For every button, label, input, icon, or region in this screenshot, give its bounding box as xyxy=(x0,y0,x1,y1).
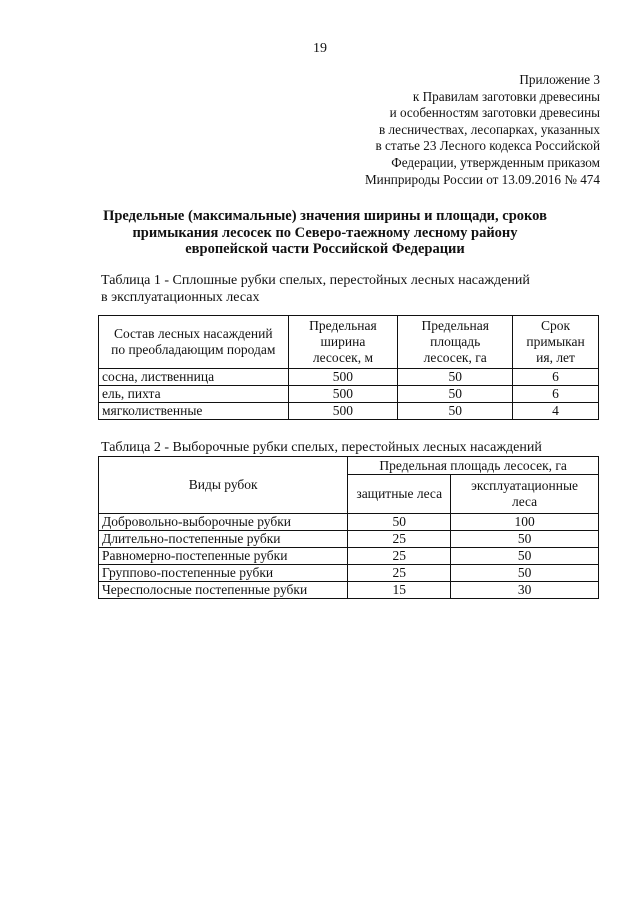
cell-protective: 25 xyxy=(348,565,451,582)
page-number: 19 xyxy=(313,41,327,56)
header-area: Предельная площадь лесосек, га xyxy=(398,316,513,369)
cell-area: 50 xyxy=(398,369,513,386)
header-exploitation-forests: эксплуатационные леса xyxy=(451,475,599,514)
cell-protective: 15 xyxy=(348,582,451,599)
cell-cutting-type: Группово-постепенные рубки xyxy=(99,565,348,582)
table-row xyxy=(99,582,599,599)
cell-species: ель, пихта xyxy=(99,386,289,403)
table-row xyxy=(99,386,599,403)
table-row xyxy=(99,548,599,565)
cell-area: 50 xyxy=(398,403,513,420)
cell-exploitation: 50 xyxy=(451,565,599,582)
cell-area: 50 xyxy=(398,386,513,403)
cell-width: 500 xyxy=(288,369,398,386)
cell-cutting-type: Длительно-постепенные рубки xyxy=(99,531,348,548)
appendix-line: Минприроды России от 13.09.2016 № 474 xyxy=(364,171,600,187)
table2-caption: Таблица 2 - Выборочные рубки спелых, перестойных лесных насаждений xyxy=(101,440,542,455)
cell-species: мягколиственные xyxy=(99,403,289,420)
appendix-line: в статье 23 Лесного кодекса Российской xyxy=(375,138,600,154)
table-header-row xyxy=(99,316,599,369)
appendix-line: к Правилам заготовки древесины xyxy=(412,88,600,104)
header-cutting-type: Виды рубок xyxy=(99,457,348,514)
appendix-line: в лесничествах, лесопарках, указанных xyxy=(378,121,600,137)
title-line: европейской части Российской Федерации xyxy=(185,241,465,257)
table1-clear-cuttings xyxy=(98,315,599,420)
table1-caption xyxy=(101,273,581,306)
table-header-row xyxy=(99,457,599,475)
cell-period: 6 xyxy=(513,386,599,403)
title-line: примыкания лесосек по Северо-таежному лесному району xyxy=(132,224,518,241)
appendix-line: Приложение 3 xyxy=(519,72,600,87)
cell-protective: 25 xyxy=(348,548,451,565)
header-max-area: Предельная площадь лесосек, га xyxy=(348,457,599,475)
cell-period: 4 xyxy=(513,403,599,420)
appendix-line: и особенностям заготовки древесины xyxy=(389,105,600,121)
cell-exploitation: 50 xyxy=(451,531,599,548)
cell-cutting-type: Чересполосные постепенные рубки xyxy=(99,582,348,599)
header-adjacency-period: Срок примыкан ия, лет xyxy=(513,316,599,369)
cell-width: 500 xyxy=(288,403,398,420)
cell-cutting-type: Равномерно-постепенные рубки xyxy=(99,548,348,565)
header-width: Предельная ширина лесосек, м xyxy=(288,316,398,369)
caption-line: Таблица 1 - Сплошные рубки спелых, перестойных лесных насаждений xyxy=(101,273,530,288)
table-row xyxy=(99,565,599,582)
table-row xyxy=(99,514,599,531)
table-row xyxy=(99,531,599,548)
appendix-line: Федерации, утвержденным приказом xyxy=(391,154,600,170)
cell-exploitation: 50 xyxy=(451,548,599,565)
cell-species: сосна, лиственница xyxy=(99,369,289,386)
cell-cutting-type: Добровольно-выборочные рубки xyxy=(99,514,348,531)
table-row xyxy=(99,369,599,386)
cell-period: 6 xyxy=(513,369,599,386)
header-composition: Состав лесных насаждений по преобладающим породам xyxy=(99,316,289,369)
cell-protective: 25 xyxy=(348,531,451,548)
header-protective-forests: защитные леса xyxy=(348,475,451,514)
table-row xyxy=(99,403,599,420)
caption-line: в эксплуатационных лесах xyxy=(101,289,260,305)
table2-selective-cuttings xyxy=(98,456,599,599)
cell-width: 500 xyxy=(288,386,398,403)
cell-protective: 50 xyxy=(348,514,451,531)
appendix-reference xyxy=(300,72,600,188)
title-line: Предельные (максимальные) значения ширины и площади, сроков xyxy=(103,208,547,224)
document-title xyxy=(90,208,560,258)
cell-exploitation: 30 xyxy=(451,582,599,599)
cell-exploitation: 100 xyxy=(451,514,599,531)
